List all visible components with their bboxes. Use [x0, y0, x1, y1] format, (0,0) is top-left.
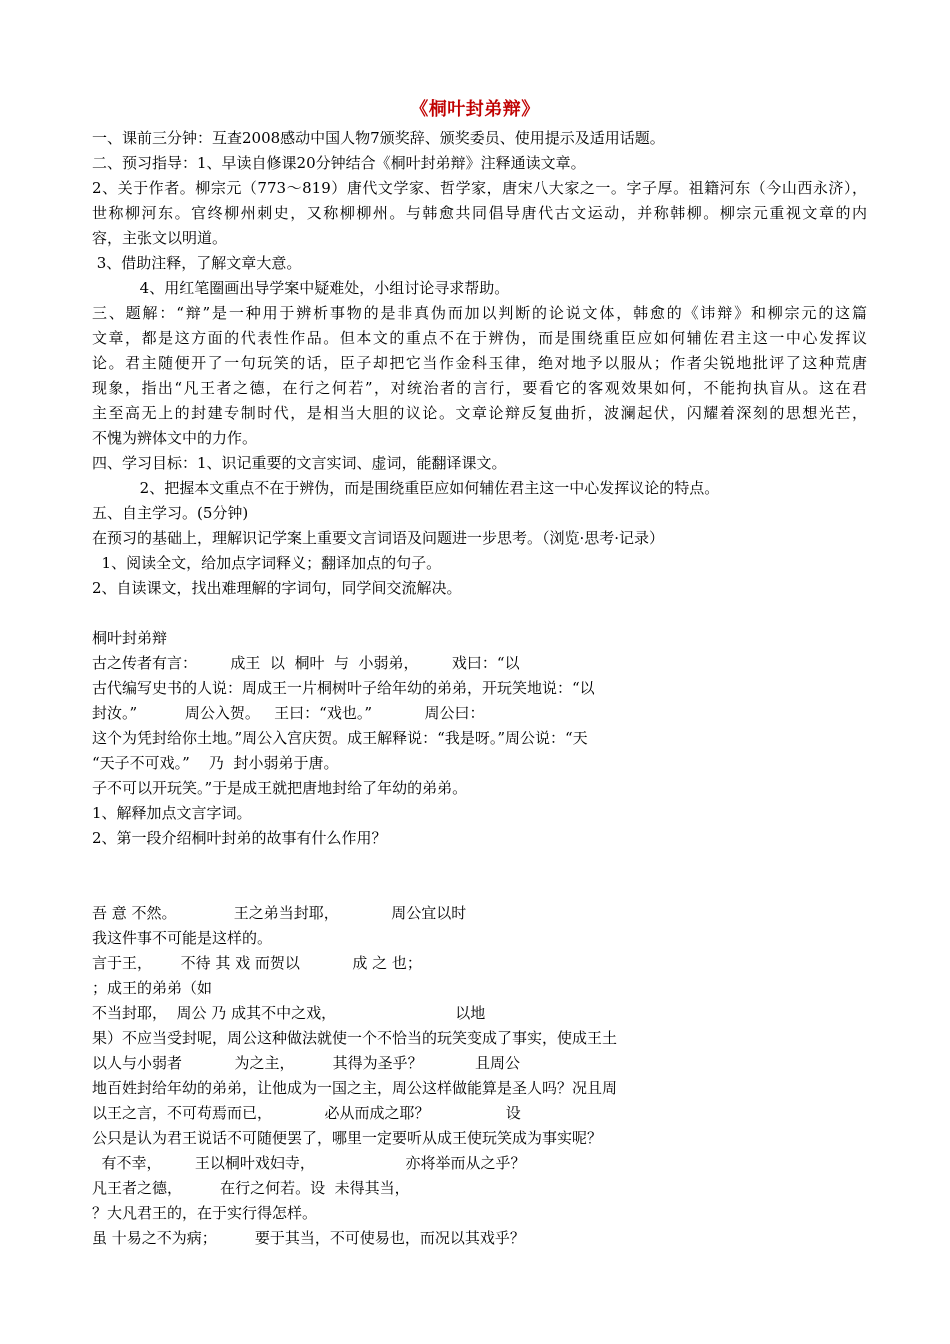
text-line: 子不可以开玩笑。”于是成王就把唐地封给了年幼的弟弟。	[92, 779, 468, 797]
text-line: 4、用红笔圈画出导学案中疑难处，小组讨论寻求帮助。	[92, 279, 510, 297]
text-line: 公只是认为君王说话不可随便罢了，哪里一定要听从成王使玩笑成为事实呢？	[92, 1129, 603, 1147]
text-line: 主至高无上的封建专制时代，是相当大胆的议论。文章论辩反复曲折，波澜起伏，闪耀着深刻的思想光芒，	[92, 404, 867, 422]
text-line: 虽 十易之不为病； 要于其当，不可使易也，而况以其戏乎？	[92, 1229, 525, 1247]
text-line: 2、第一段介绍桐叶封弟的故事有什么作用？	[92, 829, 387, 847]
text-line: 在预习的基础上，理解识记学案上重要文言词语及问题进一步思考。（浏览·思考·记录）	[92, 529, 665, 547]
text-line: 1、解释加点文言字词。	[92, 804, 252, 822]
text-line: 五、自主学习。(5分钟)	[92, 504, 249, 522]
text-line: 我这件事不可能是这样的。	[92, 929, 273, 947]
text-line: 果）不应当受封呢，周公这种做法就使一个不恰当的玩笑变成了事实，使成王土	[92, 1029, 618, 1047]
text-line: 不愧为辨体文中的力作。	[92, 429, 258, 447]
text-line: 地百姓封给年幼的弟弟，让他成为一国之主，周公这样做能算是圣人吗？况且周	[92, 1079, 618, 1097]
text-line: 论。君主随便开了一句玩笑的话，臣子却把它当作金科玉律，绝对地予以服从；作者尖锐地批评了这种荒唐	[92, 354, 867, 372]
text-line: 一、课前三分钟：互查2008感动中国人物7颁奖辞、颁奖委员、使用提示及适用话题。	[92, 129, 665, 147]
text-line: 有不幸， 王以桐叶戏妇寺， 亦将举而从之乎？	[92, 1154, 526, 1172]
text-line: 1、阅读全文，给加点字词释义；翻译加点的句子。	[92, 554, 442, 572]
text-line: 文章，都是这方面的代表性作品。但本文的重点不在于辨伪，而是围绕重臣应如何辅佐君主这一中心发挥议	[92, 329, 867, 347]
text-line: 古之传者有言： 成王 以 桐叶 与 小弱弟， 戏曰：“以	[92, 654, 520, 672]
text-line: 三、题解：“辩”是一种用于辨析事物的是非真伪而加以判断的论说文体，韩愈的《讳辩》和柳宗元的这篇	[92, 304, 867, 322]
text-line: 桐叶封弟辩	[92, 629, 168, 647]
text-line: 容，主张文以明道。	[92, 229, 228, 247]
text-line: 2、自读课文，找出难理解的字词句，同学间交流解决。	[92, 579, 462, 597]
text-line: 以人与小弱者 为之主， 其得为圣乎？ 且周公	[92, 1054, 521, 1072]
text-line: ？大凡君王的，在于实行得怎样。	[92, 1204, 318, 1222]
text-line: 四、学习目标：1、识记重要的文言实词、虚词，能翻译课文。	[92, 454, 507, 472]
text-line: 2、把握本文重点不在于辨伪，而是围绕重臣应如何辅佐君主这一中心发挥议论的特点。	[92, 479, 720, 497]
text-line: 2、关于作者。柳宗元（773～819）唐代文学家、哲学家，唐宋八大家之一。字子厚。祖籍河东（今山西永济），	[92, 179, 867, 197]
text-line: 3、借助注释，了解文章大意。	[92, 254, 302, 272]
text-line: 吾 意 不然。 王之弟当封耶， 周公宜以时	[92, 904, 467, 922]
text-line: 言于王， 不待 其 戏 而贺以 成 之 也；	[92, 954, 422, 972]
document-title: 《桐叶封弟辩》	[410, 99, 540, 120]
text-line: 这个为凭封给你土地。”周公入宫庆贺。成王解释说：“我是呀。”周公说：“天	[92, 729, 588, 747]
text-line: 不当封耶， 周公 乃 成其不中之戏， 以地	[92, 1004, 486, 1022]
text-line: “天子不可戏。” 乃 封小弱弟于唐。	[92, 754, 339, 772]
text-line: 封汝。” 周公入贺。 王曰：“戏也。” 周公曰：	[92, 704, 485, 722]
text-line: 二、预习指导：1、早读自修课20分钟结合《桐叶封弟辩》注释通读文章。	[92, 154, 586, 172]
text-line: ；成王的弟弟（如	[92, 979, 213, 997]
text-line: 世称柳河东。官终柳州刺史，又称柳柳州。与韩愈共同倡导唐代古文运动，并称韩柳。柳宗元重视文章的内	[92, 204, 867, 222]
text-line: 古代编写史书的人说：周成王一片桐树叶子给年幼的弟弟，开玩笑地说：“以	[92, 679, 595, 697]
text-line: 现象，指出“凡王者之德，在行之何若”，对统治者的言行，要看它的客观效果如何，不能拘执盲从。这在君	[92, 379, 867, 397]
text-line: 凡王者之德， 在行之何若。设 未得其当，	[92, 1179, 410, 1197]
text-line: 以王之言，不可苟焉而已， 必从而成之耶？ 设	[92, 1104, 521, 1122]
